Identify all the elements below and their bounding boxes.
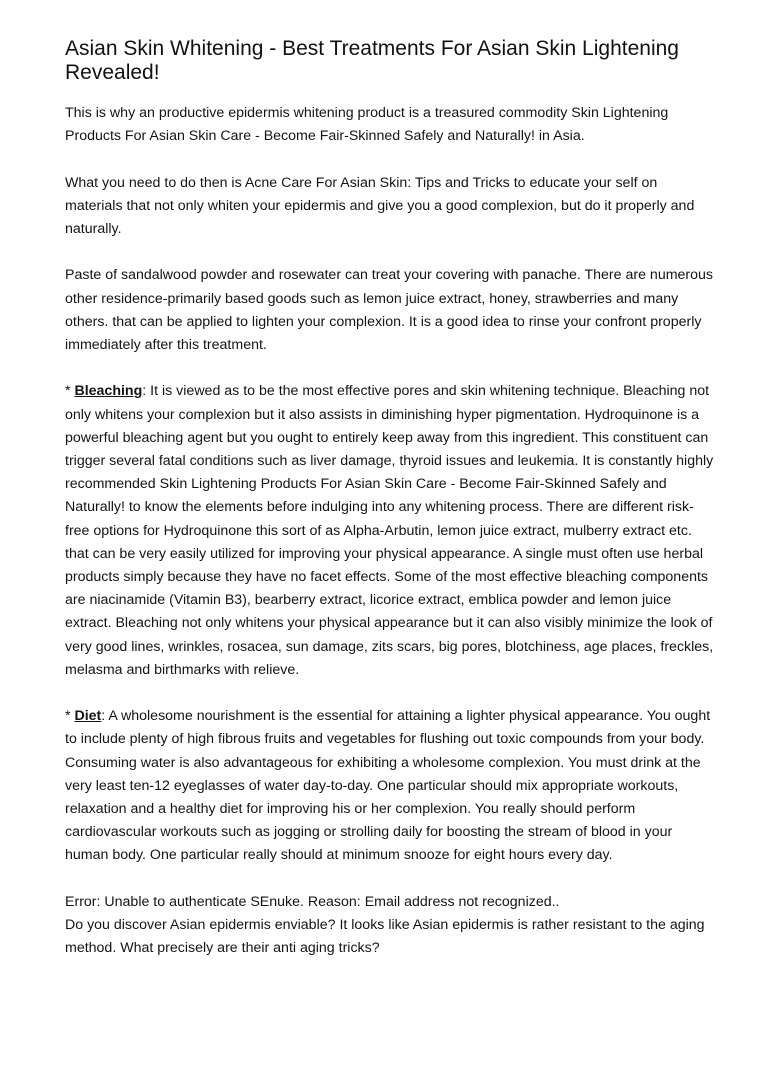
bullet-marker: * — [65, 708, 75, 725]
diet-text: : A wholesome nourishment is the essential for attaining a lighter physical appearance. You ought to include plenty of high fibrous fruits and vegetables for flushing out toxic compounds from your body. Consuming water is also advantageous for exhibiting a wholesome complexion. You must drink at the very least ten-12 eyeglasses of water day-to-day. One particular should mix appropriate workouts, relaxation and a healthy diet for improving his or her complexion. You really should perform cardiovascular workouts such as jogging or strolling daily for boosting the stream of blood in your human body. One particular really should at minimum snooze for eight hours every day. — [65, 708, 711, 864]
bullet-marker: * — [65, 383, 75, 400]
paragraph-bleaching — [65, 380, 715, 682]
bleaching-text: : It is viewed as to be the most effective pores and skin whitening technique. Bleaching not only whitens your complexion but it also assists in diminishing hyper pigmentation. Hydroquinone is a powerful bleaching agent but you ought to entirely keep away from this ingredient. This constituent can trigger several fatal conditions such as liver damage, thyroid issues and leukemia. It is constantly highly recommended Skin Lightening Products For Asian Skin Care - Become Fair-Skinned Safely and Naturally! to know the elements before indulging into any whitening process. There are different risk-free options for Hydroquinone this sort of as Alpha-Arbutin, lemon juice extract, mulberry extract etc. that can be very easily utilized for improving your physical appearance. A single must often use herbal products simply because they have no facet effects. Some of the most effective bleaching components are niacinamide (Vitamin B3), bearberry extract, licorice extract, emblica powder and lemon juice extract. Bleaching not only whitens your physical appearance but it can also visibly minimize the look of very good lines, wrinkles, rosacea, sun damage, zits scars, big pores, blotchiness, age places, freckles, melasma and birthmarks with relieve. — [65, 383, 714, 678]
paragraph-sandalwood: Paste of sandalwood powder and rosewater can treat your covering with panache. There are numerous other residence-primarily based goods such as lemon juice extract, honey, strawberries and many others. that can be applied to lighten your complexion. It is a good idea to rinse your confront properly immediately after this treatment. — [65, 267, 714, 353]
page-title: Asian Skin Whitening - Best Treatments For Asian Skin Lightening Revealed! — [65, 37, 679, 84]
document-page — [65, 37, 715, 984]
paragraph-diet — [65, 705, 715, 867]
paragraph-closing: Do you discover Asian epidermis enviable? It looks like Asian epidermis is rather resistant to the aging method. What precisely are their anti aging tricks? — [65, 917, 705, 957]
paragraph-what-to-do: What you need to do then is Acne Care For Asian Skin: Tips and Tricks to educate your self on materials that not only whiten your epidermis and give you a good complexion, but do it properly and naturally. — [65, 174, 695, 237]
bleaching-keyword-link[interactable]: Bleaching — [74, 383, 143, 400]
error-message-line: Error: Unable to authenticate SEnuke. Reason: Email address not recognized.. — [65, 893, 560, 910]
diet-keyword-link[interactable]: Diet — [74, 708, 102, 725]
paragraph-intro: This is why an productive epidermis whitening product is a treasured commodity Skin Lightening Products For Asian Skin Care - Become Fair-Skinned Safely and Naturally! in Asia. — [65, 105, 669, 145]
